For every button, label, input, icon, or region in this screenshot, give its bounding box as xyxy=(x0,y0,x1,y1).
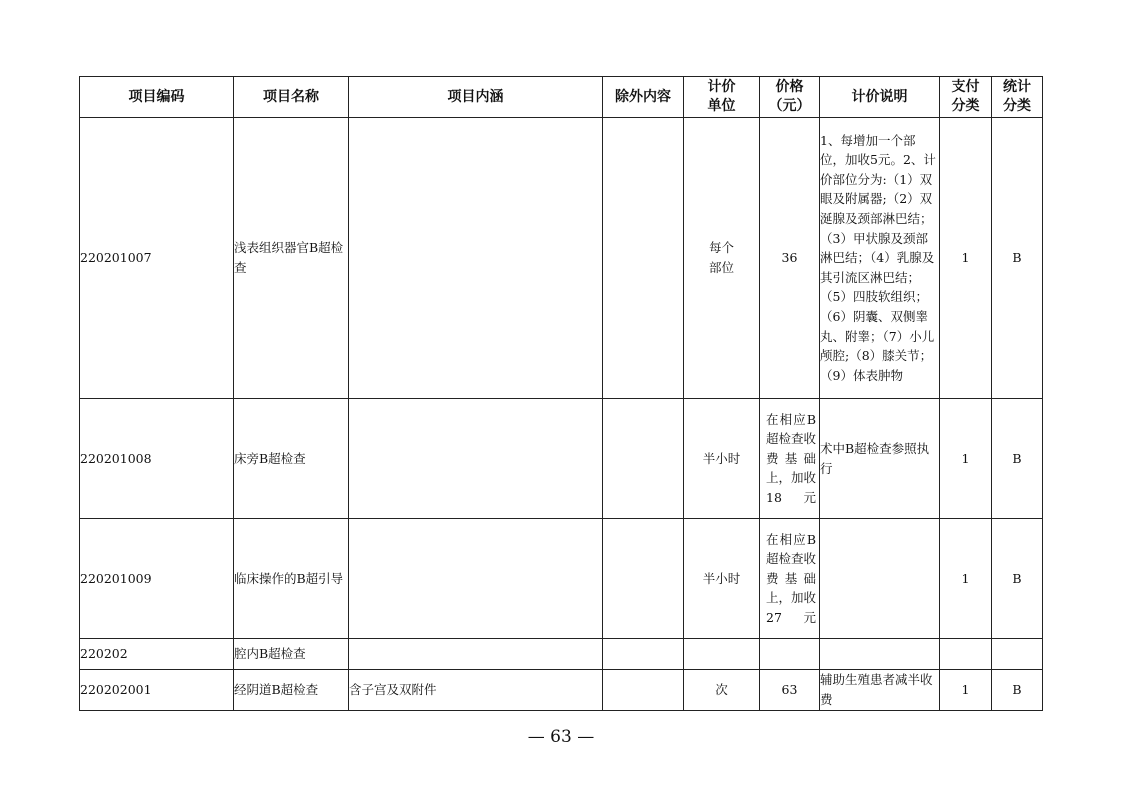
cell-content xyxy=(349,118,603,399)
cell-code: 220201007 xyxy=(80,118,234,399)
table-row xyxy=(80,670,1043,711)
header-exclude: 除外内容 xyxy=(603,77,684,118)
cell-pay: 1 xyxy=(940,670,992,711)
header-stat: 统计 分类 xyxy=(992,77,1043,118)
fee-schedule-table xyxy=(79,76,1043,711)
cell-content xyxy=(349,519,603,639)
cell-unit: 半小时 xyxy=(684,519,760,639)
cell-note xyxy=(820,639,940,670)
cell-price: 36 xyxy=(760,118,820,399)
header-code: 项目编码 xyxy=(80,77,234,118)
cell-code: 220202 xyxy=(80,639,234,670)
cell-name: 经阴道B超检查 xyxy=(234,670,349,711)
cell-price: 在相应B超检查收费基础上，加收18元 xyxy=(760,399,820,519)
table-row xyxy=(80,118,1043,399)
header-price: 价格 （元） xyxy=(760,77,820,118)
cell-exclude xyxy=(603,670,684,711)
cell-stat: B xyxy=(992,670,1043,711)
cell-note: 辅助生殖患者减半收费 xyxy=(820,670,940,711)
table-row xyxy=(80,639,1043,670)
cell-content: 含子宫及双附件 xyxy=(349,670,603,711)
cell-unit xyxy=(684,639,760,670)
cell-unit: 次 xyxy=(684,670,760,711)
cell-note xyxy=(820,519,940,639)
cell-stat: B xyxy=(992,519,1043,639)
cell-name: 临床操作的B超引导 xyxy=(234,519,349,639)
header-note: 计价说明 xyxy=(820,77,940,118)
header-pay: 支付 分类 xyxy=(940,77,992,118)
header-content: 项目内涵 xyxy=(349,77,603,118)
cell-note: 1、每增加一个部位，加收5元。2、计价部位分为:（1）双眼及附属器;（2）双涎腺及颈部淋巴结；（3）甲状腺及颈部淋巴结；（4）乳腺及其引流区淋巴结；（5）四肢软组织；（6）阴囊、双侧睾丸、附睾；（7）小儿颅腔;（8）膝关节；（9）体表肿物 xyxy=(820,118,940,399)
cell-name: 腔内B超检查 xyxy=(234,639,349,670)
cell-stat xyxy=(992,639,1043,670)
cell-stat: B xyxy=(992,399,1043,519)
cell-unit-text: 每个部位 xyxy=(708,240,734,275)
cell-pay xyxy=(940,639,992,670)
cell-pay: 1 xyxy=(940,519,992,639)
table-row xyxy=(80,519,1043,639)
cell-exclude xyxy=(603,118,684,399)
cell-price: 63 xyxy=(760,670,820,711)
cell-name: 浅表组织器官B超检查 xyxy=(234,118,349,399)
cell-exclude xyxy=(603,519,684,639)
header-name: 项目名称 xyxy=(234,77,349,118)
cell-name: 床旁B超检查 xyxy=(234,399,349,519)
cell-stat: B xyxy=(992,118,1043,399)
header-unit: 计价 单位 xyxy=(684,77,760,118)
cell-content xyxy=(349,399,603,519)
cell-content xyxy=(349,639,603,670)
cell-code: 220202001 xyxy=(80,670,234,711)
header-row xyxy=(80,77,1043,118)
page-number: — 63 — xyxy=(527,727,595,747)
cell-code: 220201008 xyxy=(80,399,234,519)
cell-price: 在相应B超检查收费基础上，加收27元 xyxy=(760,519,820,639)
cell-unit xyxy=(684,118,760,399)
cell-code: 220201009 xyxy=(80,519,234,639)
cell-pay: 1 xyxy=(940,399,992,519)
cell-exclude xyxy=(603,399,684,519)
cell-unit: 半小时 xyxy=(684,399,760,519)
cell-note: 术中B超检查参照执行 xyxy=(820,399,940,519)
cell-exclude xyxy=(603,639,684,670)
cell-price xyxy=(760,639,820,670)
cell-pay: 1 xyxy=(940,118,992,399)
table-row xyxy=(80,399,1043,519)
